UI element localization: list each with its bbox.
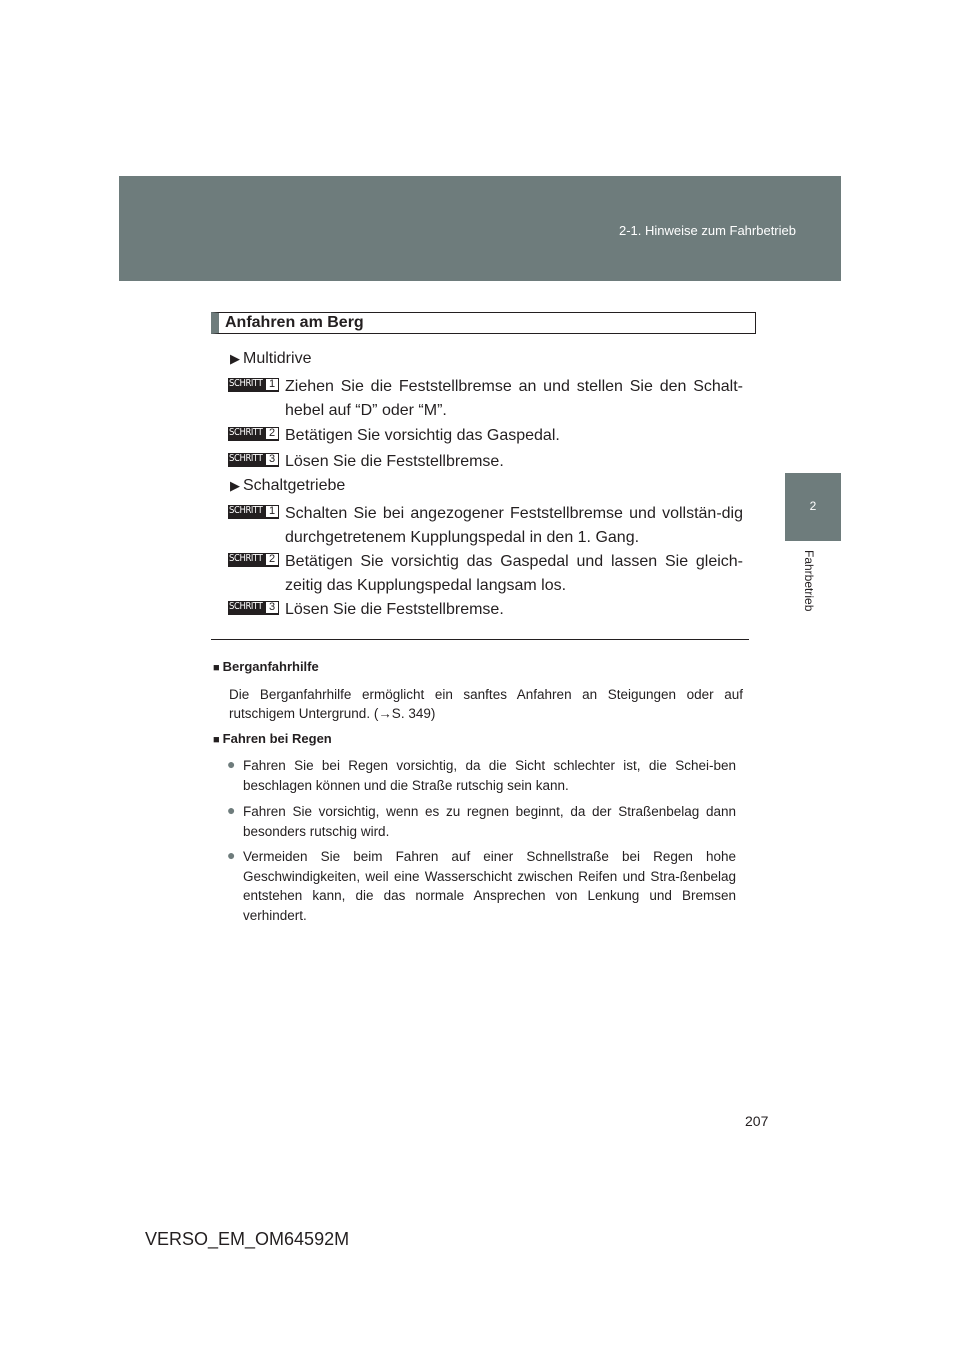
circle-bullet-icon: ● [227, 756, 236, 772]
square-bullet-icon: ■ [213, 662, 220, 674]
step-badge: SCHRITT 1 [228, 505, 279, 519]
chapter-label: Fahrbetrieb [802, 550, 816, 612]
chapter-tab [785, 473, 841, 541]
section-divider [211, 639, 749, 640]
step-text: Betätigen Sie vorsichtig das Gaspedal. [285, 427, 560, 444]
step-text: Schalten Sie bei angezogener Feststellbremse und vollstän-dig durchgetretenem Kupplungspedal in den 1. Gang. [285, 505, 743, 546]
section-heading-box [211, 312, 756, 334]
step-badge: SCHRITT 3 [228, 453, 279, 467]
triangle-icon: ▶ [230, 478, 240, 493]
square-bullet-icon: ■ [213, 734, 220, 746]
bullet-text: Fahren Sie bei Regen vorsichtig, da die Sicht schlechter ist, die Schei-ben beschlagen können und die Straße rutschig sein kann. [243, 758, 736, 793]
triangle-icon: ▶ [230, 351, 240, 366]
step-text: Lösen Sie die Feststellbremse. [285, 601, 504, 618]
section-title: Anfahren am Berg [225, 314, 364, 331]
circle-bullet-icon: ● [227, 847, 236, 863]
chapter-number: 2 [809, 499, 817, 513]
note-heading: ■ Berganfahrhilfe [213, 659, 319, 674]
note-text: Die Berganfahrhilfe ermöglicht ein sanftes Anfahren an Steigungen oder auf rutschigem Untergrund. (→S. 349) [229, 687, 743, 721]
bullet-text: Fahren Sie vorsichtig, wenn es zu regnen beginnt, da der Straßenbelag dann besonders rutschig wird. [243, 804, 736, 839]
page-number: 207 [745, 1113, 769, 1129]
step-badge: SCHRITT 2 [228, 553, 279, 567]
note-heading: ■ Fahren bei Regen [213, 731, 332, 746]
step-badge: SCHRITT 1 [228, 378, 279, 392]
bullet-text: Vermeiden Sie beim Fahren auf einer Schnellstraße bei Regen hohe Geschwindigkeiten, weil eine Wasserschicht zwischen Reifen und Stra-ßenbelag entstehen kann, die das normale Ansprechen von Lenkung und Bremsen verhindert. [243, 849, 736, 923]
step-badge: SCHRITT 2 [228, 427, 279, 441]
step-text: Lösen Sie die Feststellbremse. [285, 453, 504, 470]
subheading-multidrive: ▶ Multidrive [230, 350, 312, 367]
header-title: 2-1. Hinweise zum Fahrbetrieb [618, 223, 796, 238]
subheading-schaltgetriebe: ▶ Schaltgetriebe [230, 477, 346, 494]
header-band [119, 176, 841, 281]
step-badge: SCHRITT 3 [228, 601, 279, 615]
step-text: Betätigen Sie vorsichtig das Gaspedal und lassen Sie gleich-zeitig das Kupplungspedal langsam los. [285, 553, 743, 594]
step-text: Ziehen Sie die Feststellbremse an und stellen Sie den Schalt-hebel auf “D” oder “M”. [285, 378, 743, 419]
document-code: VERSO_EM_OM64592M [145, 1229, 350, 1249]
circle-bullet-icon: ● [227, 802, 236, 818]
